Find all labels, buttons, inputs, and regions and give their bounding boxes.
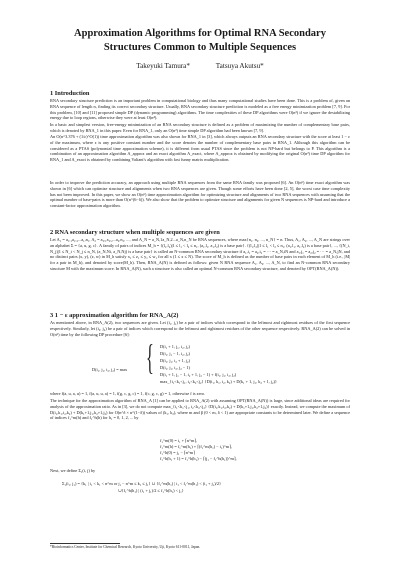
paragraph-5: Let A₁ = a₁,₁a₁,₂...a₁,n₁, A₂ = a₂,₁a₂,₂...a₂,n₂, ..., and A_N = a_N,1a_N,2...a_N,n_N be RNA sequences, where max{n₁, n₂, ..., n_N} = n. Thus, A₁, A₂, ..., A_N are strings over an alphabet Σ = {a, u, g, c}. A family of pairs of indices M_h = {(l₁,l₂)|1 ≤ l₁ < l₂ ≤ n₁, (a₁,l₁, a₁,l₂) is a base pair}. {(l₁,l₂)|1 ≤ l₁ < l₂ ≤ n₁, (a₁,l₁, a₁,l₂) is a base pair}, ..., {(N_i, N_j)|1 ≤ N_i < N_j ≤ n_N, (a_N,Ni, a_N,Nj) is a base pair} is called an N-common RNA secondary structure if a₁,i₁ = a₂,i₂ = ··· = a_N,iN and a₁,j₁ = a₂,j₂ = ··· = a_N,jN, and no distinct pairs (x, y), (z, w) in M_h satisfy x₁ ≤ z₁ ≤ y₁ ≤ w₁ for all x (1 ≤ x ≤ N). The score of M_h is defined as the number of base pairs in each element of M_h (i.e., |M| for a pair in M_h), and denoted by score(M_h). Then, RNA_A(N) is defined as follows: given N RNA sequence A₁, A₂, ..., A_N, to find an N-common RNA secondary structure M with the maximum score. In RNA_A(N), such a structure is also called an optimal N-common RNA secondary structure, and denoted by OPT(RNA_A(N)). bbox=[50, 237, 350, 271]
author-2: Tatsuya Akutsu* bbox=[215, 62, 264, 70]
dp-case-1: D(i₁ + 1, j₁, i₂, j₂) bbox=[160, 344, 190, 349]
footnote-rule bbox=[50, 543, 120, 544]
sigma-line-2: ∪{f₁^h(h₁) | (i₁ + j₁)/2 ≤ f₁^h(h₁) < j₁} bbox=[118, 488, 184, 493]
dp-case-6: max_{i₁<k₁<j₁, i₂<k₂<j₂} {D(i₁, k₁, i₂, k₂) + D(k₁ + 1, j₁, k₂ + 1, j₂)} bbox=[160, 379, 277, 384]
paragraph-1: RNA secondary structure prediction is an important problem in computational biology and thus many computational studies have been done. This is a problem of, given an RNA sequence of length n, finding its correct secondary structure. Usually, RNA secondary structure prediction is modeled as a free energy minimization problem [7, 9]. For this problem, [10] and [11] proposed simple DP (dynamic programming) algorithms. The time complexities of these DP algorithms were O(n³) if we ignore the destabilizing energy due to loop regions, otherwise they were at least O(n⁴). bbox=[50, 98, 350, 121]
author-1: Takeyuki Tamura* bbox=[136, 62, 190, 70]
paragraph-8: The technique for the approximation algorithm of RNA_A [1] can be applied to RNA_A(2) with assuming OPT(RNA_A(N)) is large, since additional ideas are required for analysis of the approximation ratio. As in [3], we do not compute max_{i₁<k₁<j₁, i₂<k₂<j₂} {D(i₁,k₁,i₂,k₂) + D(k₁+1,j₁,k₂+1,j₂)} exactly. Instead, we compute the maximum of D(i₁,k₁,i₂,k₂) + D(k₁+1,j₁,k₂+1,j₂) for O(n^δ × n^(1−δ)) values of (k₁, k₂), where m and β (0 < m, δ < 1) are appropriate constants to be determined later. We define a sequence of indices f₁^m(h) and f₁^h(h) for h₁ = 0, 1, 2, ... by bbox=[50, 398, 350, 421]
dp-case-2: D(i₁, j₁ − 1, i₂, j₂) bbox=[160, 351, 190, 356]
sequence-line-1: f₁^m(0) = i₁ + ⌈n^m⌉, bbox=[160, 438, 198, 443]
dp-equation-lhs: D(i₁, j₁, i₂, j₂) = max bbox=[92, 367, 128, 372]
paragraph-4: In order to improve the prediction accuracy, an approach using multiple RNA sequences from the same RNA family was proposed [6]. An O(n⁶) time exact algorithm was shown in [6] which can optimize structure and alignments when two RNA sequences are given. Though some efforts have been done [2, 5], the worst case time complexity has not been improved. In this paper, we show an O(n⁶) time approximation algorithm for optimizing structure and alignments of two RNA sequences with assuming that the optimal number of base-pairs is more than O(n^(6−δ)). We also show that the problem to optimize structure and alignments for given N sequences is NP-hard and introduce a constant-factor approximation algorithm. bbox=[50, 180, 350, 208]
sequence-line-2: f₁^m(h) = f₁^m(h₁) + ⌈(f₁^m(h₁) − i₁)^m⌉, bbox=[160, 444, 232, 449]
paper-title-line-2: Structures Common to Multiple Sequences bbox=[103, 42, 297, 53]
paragraph-2: In a basic and simplest version, free-energy minimization of an RNA secondary structure is defined as a problem of maximizing the number of complementary base pairs, which is denoted by RNA_1 in this paper. Even for RNA_1, only an O(n³) time simple DP algorithm had been known [7, 9]. bbox=[50, 122, 350, 133]
paragraph-7: where f(a, u, a, u) = 1, f(a, u, u, a) = 1, f(g, c, g, c) = 1, f(c, g, c, g) = 1, otherwise f is zero. bbox=[50, 391, 206, 396]
dp-brace: { bbox=[146, 337, 154, 377]
dp-case-4: D(i₁, j₁, i₂, j₂ − 1) bbox=[160, 365, 190, 370]
dp-case-5: D(i₁ + 1, j₁ − 1, i₂ + 1, j₂ − 1) + f(i₁, j₁, i₂, j₂) bbox=[160, 372, 237, 377]
paragraph-9: Next, we define Σ₁(i, j) by bbox=[50, 468, 96, 473]
section-heading-1: 1 Introduction bbox=[50, 90, 90, 97]
footnote: *Bioinformatics Center, Institute for Chemical Research, Kyoto University, Uji, Kyoto 611-0011, Japan. bbox=[50, 545, 201, 549]
author-list bbox=[0, 62, 400, 70]
dp-case-3: D(i₁, j₁, i₂ + 1, j₂) bbox=[160, 358, 190, 363]
sequence-line-4: f₁^h(h₁ + 1) = f₁^h(h₁) − ⌈(j₁ − f₁^h(h₁))^m⌉, bbox=[160, 456, 237, 461]
paragraph-3: An O(n^3.376 + (1/ε)^O(1)) time approximation algorithm was also shown for RNA_1 in [3], which always outputs an RNA secondary structure with the score at least 1 − ε of the maximum, where ε is any positive constant number and the score denotes the number of complementary base pairs in RNA_1. Although this algorithm can be considered as a PTAS (polynomial time approximation scheme), it is different from usual PTAS since the problem is not NP-hard but belongs to P. This algorithm is a combination of an approximation algorithm A_approx and an exact algorithm A_exact, where A_approx is obtained by modifying the original O(n³) time DP algorithm for RNA_1 and A_exact is obtained by combining Valiant's algorithm with fast funny matrix multiplication. bbox=[50, 134, 350, 162]
section-heading-2: 2 RNA secondary structure when multiple sequences are given bbox=[50, 229, 220, 236]
section-heading-3: 3 1 − ε approximation algorithm for RNA_A(2) bbox=[50, 312, 179, 319]
sigma-line-1: Σ₁(i₁, j₁) = {k₁ | i₁ < k₁ < n^m or j₁ − n^m ≤ k₁ ≤ j₁} ∪ {f₁^m(h₁) | i₁ < f₁^m(h₁) < (i₁ + j₁)/2} bbox=[62, 481, 222, 486]
paragraph-6: As mentioned above, in RNA_A(2), two sequences are given. Let (i₁, j₁) be a pair of indices which correspond to the leftmost and rightmost residues of the first sequence respectively. Similarly, let (i₂, j₂) be a pair of indices which correspond to the leftmost and rightmost residues of the other sequence respectively. RNA_A(2) can be solved in O(n⁶) time by the following DP procedure [6]: bbox=[50, 320, 350, 337]
sequence-line-3: f₁^h(0) = j₁ − ⌈n^m⌉ bbox=[160, 450, 195, 455]
paper-title-line-1: Approximation Algorithms for Optimal RNA Secondary bbox=[74, 28, 326, 39]
